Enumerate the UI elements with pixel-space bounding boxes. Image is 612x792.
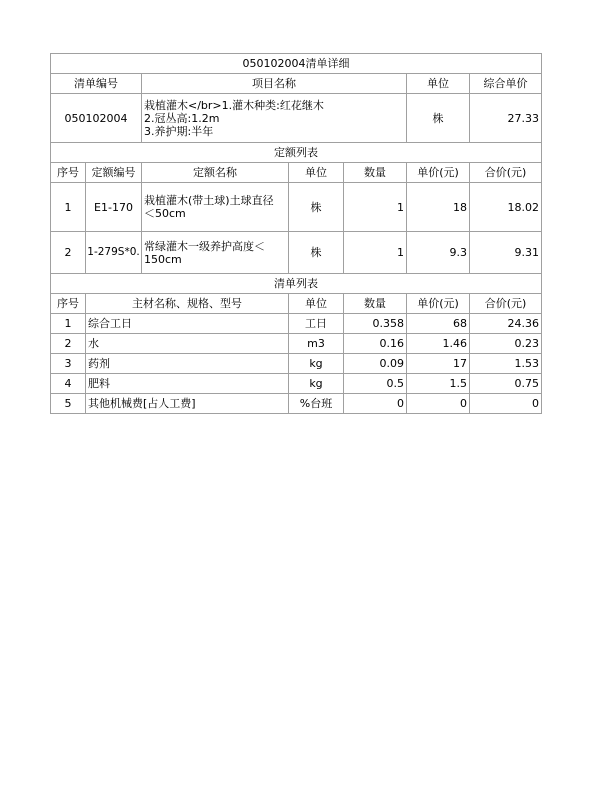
quota-name-line: 栽植灌木(带土球)土球直径	[144, 194, 274, 207]
bill-detail-table	[50, 53, 542, 414]
material-qty-header: 数量	[344, 294, 407, 314]
material-unit-price: 1.5	[407, 374, 470, 394]
quota-seq: 2	[51, 232, 86, 274]
material-total: 0.75	[470, 374, 542, 394]
quota-unit-price: 18	[407, 183, 470, 232]
material-row	[51, 314, 542, 334]
material-name: 肥料	[86, 374, 289, 394]
quota-unit-price: 9.3	[407, 232, 470, 274]
material-total: 1.53	[470, 354, 542, 374]
quota-total: 9.31	[470, 232, 542, 274]
quota-row	[51, 183, 542, 232]
material-unit-price: 0	[407, 394, 470, 414]
material-seq-header: 序号	[51, 294, 86, 314]
material-row	[51, 334, 542, 354]
quota-unit-price-header: 单价(元)	[407, 163, 470, 183]
material-name: 水	[86, 334, 289, 354]
material-unit: kg	[289, 374, 344, 394]
bill-unit-header: 单位	[407, 74, 470, 94]
material-total: 0.23	[470, 334, 542, 354]
material-qty: 0.5	[344, 374, 407, 394]
quota-code: E1-170	[86, 183, 142, 232]
material-seq: 2	[51, 334, 86, 354]
quota-code-header: 定额编号	[86, 163, 142, 183]
material-unit-price: 1.46	[407, 334, 470, 354]
quota-qty: 1	[344, 232, 407, 274]
material-total: 24.36	[470, 314, 542, 334]
material-name-header: 主材名称、规格、型号	[86, 294, 289, 314]
material-total-header: 合价(元)	[470, 294, 542, 314]
quota-qty: 1	[344, 183, 407, 232]
bill-code-header: 清单编号	[51, 74, 142, 94]
quota-unit-header: 单位	[289, 163, 344, 183]
quota-qty-header: 数量	[344, 163, 407, 183]
quota-code: 1-279S*0.	[86, 232, 142, 274]
sheet-title: 050102004清单详细	[51, 54, 542, 74]
quota-section-title: 定额列表	[51, 143, 542, 163]
bill-name-line: 2.冠丛高:1.2m	[144, 111, 220, 125]
quota-unit: 株	[289, 183, 344, 232]
material-seq: 1	[51, 314, 86, 334]
material-row	[51, 374, 542, 394]
material-qty: 0.358	[344, 314, 407, 334]
material-qty: 0	[344, 394, 407, 414]
material-unit-price: 68	[407, 314, 470, 334]
quota-seq: 1	[51, 183, 86, 232]
quota-seq-header: 序号	[51, 163, 86, 183]
material-unit-header: 单位	[289, 294, 344, 314]
quota-name-line: 常绿灌木一级养护高度＜	[144, 239, 265, 253]
quota-total-header: 合价(元)	[470, 163, 542, 183]
material-unit: %台班	[289, 394, 344, 414]
material-qty: 0.16	[344, 334, 407, 354]
quota-unit: 株	[289, 232, 344, 274]
material-unit-price: 17	[407, 354, 470, 374]
bill-price-header: 综合单价	[470, 74, 542, 94]
material-name: 其他机械费[占人工费]	[86, 394, 289, 414]
material-unit: 工日	[289, 314, 344, 334]
material-seq: 4	[51, 374, 86, 394]
bill-name-line: 3.养护期:半年	[144, 124, 214, 138]
quota-row	[51, 232, 542, 274]
quota-name-line: ＜50cm	[144, 207, 186, 220]
material-row	[51, 394, 542, 414]
bill-name	[142, 94, 407, 143]
material-seq: 5	[51, 394, 86, 414]
quota-total: 18.02	[470, 183, 542, 232]
material-unit-price-header: 单价(元)	[407, 294, 470, 314]
bill-unit: 株	[407, 94, 470, 143]
material-unit: kg	[289, 354, 344, 374]
material-qty: 0.09	[344, 354, 407, 374]
material-row	[51, 354, 542, 374]
material-name: 综合工日	[86, 314, 289, 334]
bill-price: 27.33	[470, 94, 542, 143]
quota-name	[142, 183, 289, 232]
material-total: 0	[470, 394, 542, 414]
quota-name	[142, 232, 289, 274]
material-name: 药剂	[86, 354, 289, 374]
material-unit: m3	[289, 334, 344, 354]
bill-name-header: 项目名称	[142, 74, 407, 94]
material-section-title: 清单列表	[51, 274, 542, 294]
bill-name-line: 栽植灌木</br>1.灌木种类:红花继木	[144, 98, 324, 112]
material-seq: 3	[51, 354, 86, 374]
quota-name-line: 150cm	[144, 252, 182, 266]
quota-name-header: 定额名称	[142, 163, 289, 183]
bill-code: 050102004	[51, 94, 142, 143]
